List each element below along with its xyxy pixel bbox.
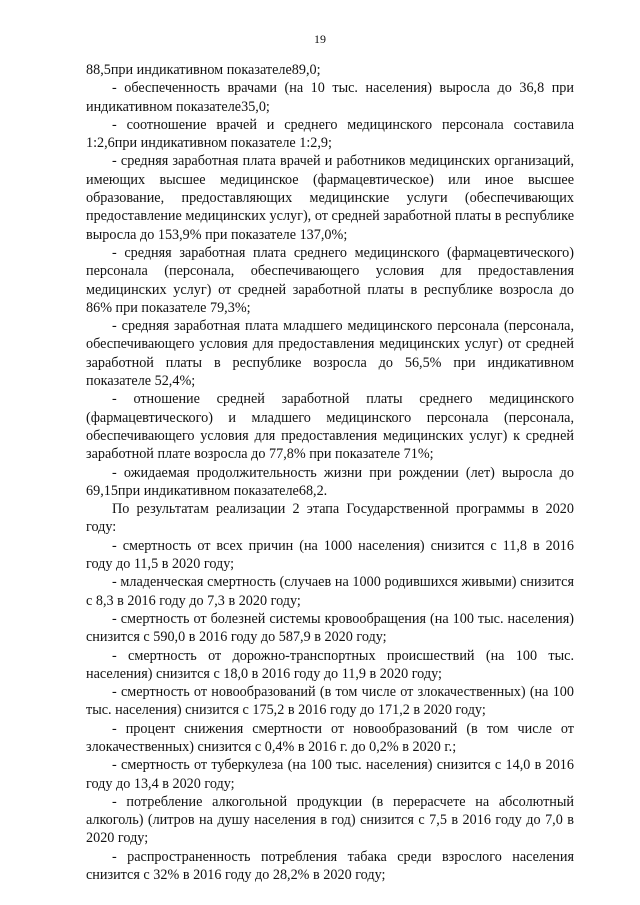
paragraph: - смертность от дорожно-транспортных происшествий (на 100 тыс. населения) снизится с 18,0 в 2016 году до 11,9 в 2020 году; [86,647,574,682]
paragraph: - смертность от туберкулеза (на 100 тыс. населения) снизится с 14,0 в 2016 году до 13,4 в 2020 году; [86,757,574,792]
paragraph: - обеспеченность врачами (на 10 тыс. населения) выросла до 36,8 при индикативном показателе35,0; [86,80,574,115]
paragraph: - средняя заработная плата врачей и работников медицинских организаций, имеющих высшее медицинское (фармацевтическое) или иное высшее образование, предоставляющих медицинские услуги (обеспечивающих предоставление медицинских услуг), от средней заработной платы в республике выросла до 153,9% при показателе 137,0%; [86,153,574,243]
paragraph: - соотношение врачей и среднего медицинского персонала составила 1:2,6при индикативном показателе 1:2,9; [86,116,574,152]
paragraph: - смертность от новообразований (в том числе от злокачественных) (на 100 тыс. населения) снизится с 175,2 в 2016 году до 171,2 в 2020 году; [86,684,574,719]
paragraph: - смертность от всех причин (на 1000 населения) снизится с 11,8 в 2016 году до 11,5 в 2020 году; [86,537,574,573]
paragraph: - распространенность потребления табака среди взрослого населения снизится с 32% в 2016 году до 28,2% в 2020 году; [86,848,574,884]
paragraph: - ожидаемая продолжительность жизни при рождении (лет) выросла до 69,15при индикативном показателе68,2. [86,464,574,499]
document-body [86,61,574,884]
paragraph: - потребление алкогольной продукции (в перерасчете на абсолютный алкоголь) (литров на душу населения в год) снизится с 7,5 в 2016 году до 7,0 в 2020 году; [86,793,574,847]
paragraph: - процент снижения смертности от новообразований (в том числе от злокачественных) снизится с 0,4% в 2016 г. до 0,2% в 2020 г.; [86,720,574,755]
paragraph: По результатам реализации 2 этапа Государственной программы в 2020 году: [86,501,574,536]
paragraph: 88,5при индикативном показателе89,0; [86,62,321,78]
paragraph: - младенческая смертность (случаев на 1000 родившихся живыми) снизится с 8,3 в 2016 году до 7,3 в 2020 году; [86,574,574,609]
paragraph: - средняя заработная плата среднего медицинского (фармацевтического) персонала (персонала, обеспечивающего условия для предоставления медицинских услуг) от средней заработной платы в республике возросла до 86% при показателе 79,3%; [86,244,574,316]
paragraph: - отношение средней заработной платы среднего медицинского (фармацевтического) и младшего медицинского персонала (персонала, обеспечивающего условия для предоставления медицинских услуг) к средней заработной плате возросла до 77,8% при показателе 71%; [86,391,574,463]
paragraph: - смертность от болезней системы кровообращения (на 100 тыс. населения) снизится с 590,0 в 2016 году до 587,9 в 2020 году; [86,610,574,646]
page-number: 19 [314,32,326,46]
paragraph: - средняя заработная плата младшего медицинского персонала (персонала, обеспечивающего условия для предоставления медицинских услуг) от средней заработной платы в республике возросла до 56,5% при индикативном показателе 52,4%; [86,318,574,390]
